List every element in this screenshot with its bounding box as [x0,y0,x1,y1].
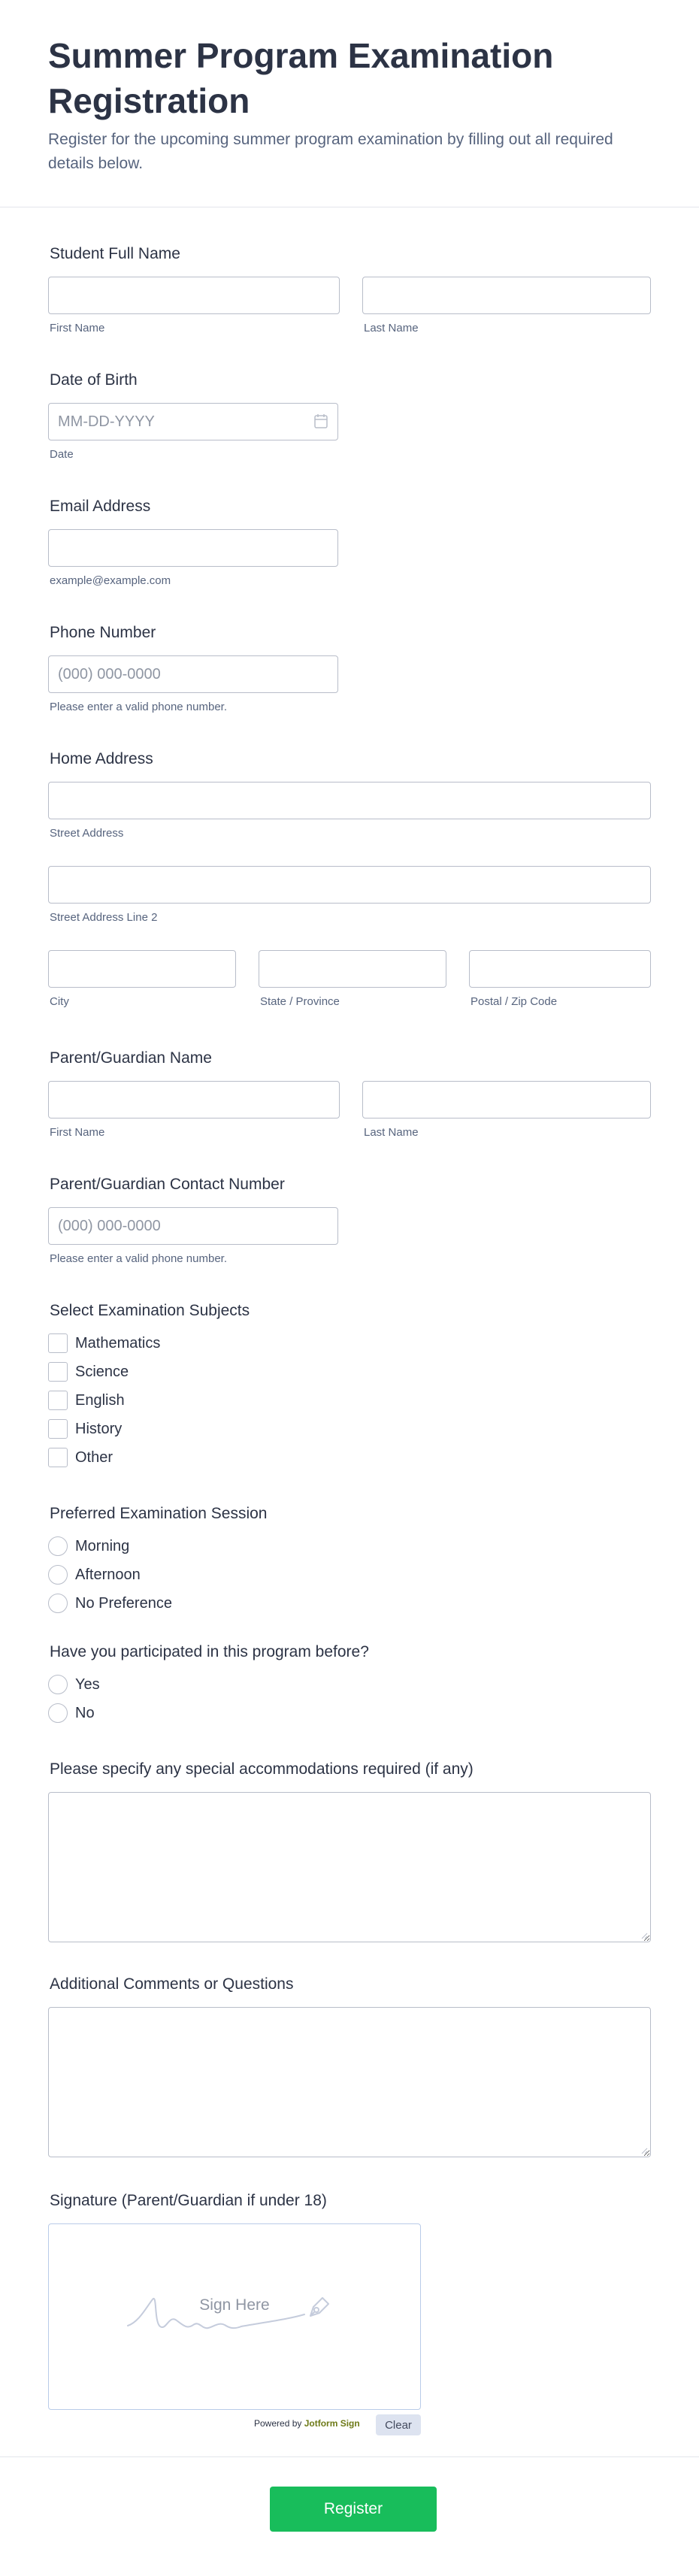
accommodations-textarea[interactable] [48,1792,651,1942]
session-label: Preferred Examination Session [50,1505,268,1522]
form-title: Summer Program Examination Registration [48,36,554,120]
jotform-sign-brand[interactable]: Jotform Sign [304,2418,360,2429]
subject-option-label: History [75,1420,123,1437]
subjects-label: Select Examination Subjects [50,1302,250,1319]
subject-option-other[interactable] [48,1446,113,1469]
participated-option-label: Yes [75,1675,100,1693]
guardian-last-name-sublabel: Last Name [364,1126,419,1139]
street-address-input[interactable] [48,782,651,819]
form-footer [0,2456,699,2576]
city-input[interactable] [48,950,236,988]
session-option-label: Afternoon [75,1566,141,1583]
clear-signature-button[interactable]: Clear [376,2414,421,2435]
powered-by-prefix: Powered by [254,2418,302,2429]
comments-label: Additional Comments or Questions [50,1975,294,1993]
participated-field [48,1643,651,1733]
session-option-no-preference[interactable] [48,1592,172,1615]
radio-button[interactable] [48,1536,68,1556]
zip-input[interactable] [469,950,651,988]
dob-input[interactable] [48,403,338,440]
street-address-sublabel: Street Address [50,827,124,840]
signature-field [48,2192,651,2432]
guardian-phone-sublabel: Please enter a valid phone number. [50,1252,227,1265]
radio-button[interactable] [48,1565,68,1585]
dob-field [48,371,651,461]
guardian-last-name-input[interactable] [362,1081,651,1118]
checkbox[interactable] [48,1333,68,1353]
student-last-name-sublabel: Last Name [364,322,419,334]
guardian-first-name-sublabel: First Name [50,1126,105,1139]
city-sublabel: City [50,995,69,1008]
guardian-name-field [48,1049,651,1139]
participated-option-no[interactable] [48,1702,95,1724]
register-button[interactable]: Register [270,2487,437,2532]
subject-option-mathematics[interactable] [48,1332,160,1355]
accommodations-wrapper [48,1792,651,1942]
phone-input[interactable] [48,655,338,693]
session-option-afternoon[interactable] [48,1563,141,1586]
email-label: Email Address [50,498,151,515]
subject-option-label: English [75,1391,125,1409]
signature-pad[interactable] [48,2223,421,2410]
comments-field [48,1975,651,2163]
street-address-line2-sublabel: Street Address Line 2 [50,911,158,924]
subject-option-label: Science [75,1363,129,1380]
email-input[interactable] [48,529,338,567]
state-input[interactable] [259,950,446,988]
guardian-name-label: Parent/Guardian Name [50,1049,212,1067]
radio-button[interactable] [48,1594,68,1613]
student-first-name-sublabel: First Name [50,322,105,334]
guardian-phone-input[interactable] [48,1207,338,1245]
dob-input-wrapper [48,403,338,440]
dob-sublabel: Date [50,448,74,461]
phone-label: Phone Number [50,624,156,641]
address-field [48,750,651,1006]
subject-option-science[interactable] [48,1361,129,1383]
participated-option-yes[interactable] [48,1673,100,1696]
email-sublabel: example@example.com [50,574,171,587]
phone-field [48,624,651,713]
street-address-line2-input[interactable] [48,866,651,904]
zip-sublabel: Postal / Zip Code [471,995,558,1008]
form-header [0,0,699,207]
radio-button[interactable] [48,1675,68,1694]
phone-sublabel: Please enter a valid phone number. [50,701,227,713]
participated-label: Have you participated in this program before? [50,1643,369,1660]
resize-grip-icon[interactable] [640,2147,648,2154]
session-option-label: Morning [75,1537,130,1554]
checkbox[interactable] [48,1419,68,1439]
comments-textarea[interactable] [48,2007,651,2157]
sign-here-placeholder: Sign Here [199,2296,270,2314]
address-label: Home Address [50,750,153,767]
signature-label: Signature (Parent/Guardian if under 18) [50,2192,327,2209]
checkbox[interactable] [48,1448,68,1467]
comments-wrapper [48,2007,651,2157]
checkbox[interactable] [48,1362,68,1382]
accommodations-label: Please specify any special accommodations required (if any) [50,1760,474,1778]
email-field [48,498,651,587]
dob-label: Date of Birth [50,371,138,389]
accommodations-field [48,1760,651,1948]
calendar-icon[interactable] [314,413,328,428]
powered-by-text [254,2418,360,2429]
form-subtitle: Register for the upcoming summer program examination by filling out all required details below. [48,131,613,172]
checkbox[interactable] [48,1391,68,1410]
pen-nib-icon [303,2293,333,2323]
student-name-label: Student Full Name [50,245,180,262]
student-name-field [48,245,651,334]
participated-option-label: No [75,1704,95,1721]
guardian-first-name-input[interactable] [48,1081,340,1118]
radio-button[interactable] [48,1703,68,1723]
session-field [48,1505,651,1618]
session-option-morning[interactable] [48,1535,129,1557]
guardian-phone-field [48,1176,651,1265]
resize-grip-icon[interactable] [640,1932,648,1939]
student-first-name-input[interactable] [48,277,340,314]
subject-option-label: Mathematics [75,1334,161,1352]
student-last-name-input[interactable] [362,277,651,314]
guardian-phone-label: Parent/Guardian Contact Number [50,1176,285,1193]
session-option-label: No Preference [75,1594,172,1612]
subject-option-english[interactable] [48,1389,125,1412]
subject-option-history[interactable] [48,1418,122,1440]
subject-option-label: Other [75,1448,113,1466]
state-sublabel: State / Province [260,995,340,1008]
subjects-field [48,1302,651,1467]
